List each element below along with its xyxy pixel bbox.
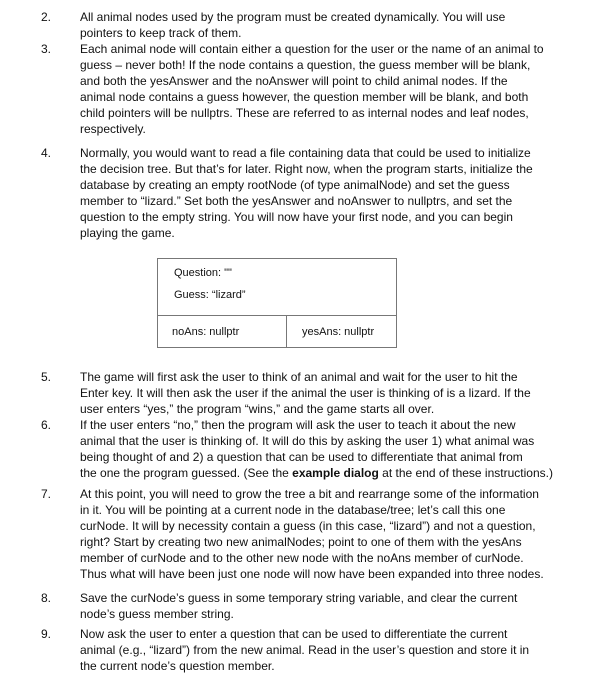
text-line: member to “lizard.” Set both the yesAnswer and noAnswer to nullptrs, and set the	[80, 194, 513, 208]
text-line: All animal nodes used by the program must be created dynamically. You will use	[80, 10, 506, 24]
text-line: Thus what will have been just one node will now have been expanded into three nodes.	[80, 567, 544, 581]
item-number: 6.	[41, 418, 52, 432]
text-line-with-bold: the one the program guessed. (See the example dialog at the end of these instructions.)	[80, 466, 553, 480]
text-line: If the user enters “no,” then the program will ask the user to teach it about the new	[80, 418, 516, 432]
item-number: 7.	[41, 487, 52, 501]
text-line: respectively.	[80, 122, 146, 136]
text-line: pointers to keep track of them.	[80, 26, 242, 40]
text-line: Enter key. It will then ask the user if the animal the user is thinking of is a lizard. If the	[80, 386, 531, 400]
animal-node-diagram	[157, 258, 397, 348]
text-line: in it. You will be pointing at a current node in the database/tree; let’s call this one	[80, 503, 506, 517]
text-line: and both the yesAnswer and the noAnswer will point to child animal nodes. If the	[80, 74, 508, 88]
text-line: Now ask the user to enter a question that can be used to differentiate the current	[80, 627, 508, 641]
node-question-label: Question: ""	[174, 267, 232, 279]
text-line: database by creating an empty rootNode (of type animalNode) and set the guess	[80, 178, 510, 192]
text-line: The game will first ask the user to think of an animal and wait for the user to hit the	[80, 370, 518, 384]
text-line: the current node’s question member.	[80, 659, 275, 673]
bold-phrase: example dialog	[292, 466, 379, 480]
text-line: animal (e.g., “lizard”) from the new animal. Read in the user’s question and store it in	[80, 643, 530, 657]
text-line: guess – never both! If the node contains a question, the guess member will be blank,	[80, 58, 531, 72]
text-line: animal node contains a guess however, the question member will be blank, and both	[80, 90, 529, 104]
item-number: 2.	[41, 10, 52, 24]
text-line: Each animal node will contain either a question for the user or the name of an animal to	[80, 42, 544, 56]
text-line: member of curNode and to the other new node with the noAns member of curNode.	[80, 551, 524, 565]
node-yes-pointer-label: yesAns: nullptr	[302, 326, 375, 338]
item-number: 3.	[41, 42, 52, 56]
text-line: At this point, you will need to grow the tree a bit and rearrange some of the information	[80, 487, 539, 501]
text-line: user enters “yes,” the program “wins,” and the game starts all over.	[80, 402, 435, 416]
text-line: playing the game.	[80, 226, 175, 240]
item-number: 9.	[41, 627, 52, 641]
item-number: 5.	[41, 370, 52, 384]
item-number: 4.	[41, 146, 52, 160]
text-line: being thought of and 2) a question that can be used to differentiate that animal from	[80, 450, 523, 464]
text-line: animal that the user is thinking of. It will do this by asking the user 1) what animal was	[80, 434, 535, 448]
node-pointer-section	[158, 315, 396, 348]
text-line: Normally, you would want to read a file containing data that could be used to initialize	[80, 146, 531, 160]
text-line: curNode. It will by necessity contain a guess (in this case, “lizard”) and not a question,	[80, 519, 536, 533]
node-data-section	[158, 259, 396, 315]
text-line: Save the curNode’s guess in some temporary string variable, and clear the current	[80, 591, 518, 605]
node-no-pointer-label: noAns: nullptr	[172, 326, 240, 338]
text-line: right? Start by creating two new animalNodes; point to one of them with the yesAns	[80, 535, 522, 549]
text-line: question to the empty string. You will now have your first node, and you can begin	[80, 210, 513, 224]
text-line: child pointers will be nullptrs. These are referred to as internal nodes and leaf nodes,	[80, 106, 529, 120]
text-line: the decision tree. But that’s for later. Right now, when the program starts, initialize the	[80, 162, 533, 176]
node-guess-label: Guess: “lizard”	[174, 289, 246, 301]
node-divider	[286, 316, 287, 348]
item-number: 8.	[41, 591, 52, 605]
text-line: node’s guess member string.	[80, 607, 234, 621]
